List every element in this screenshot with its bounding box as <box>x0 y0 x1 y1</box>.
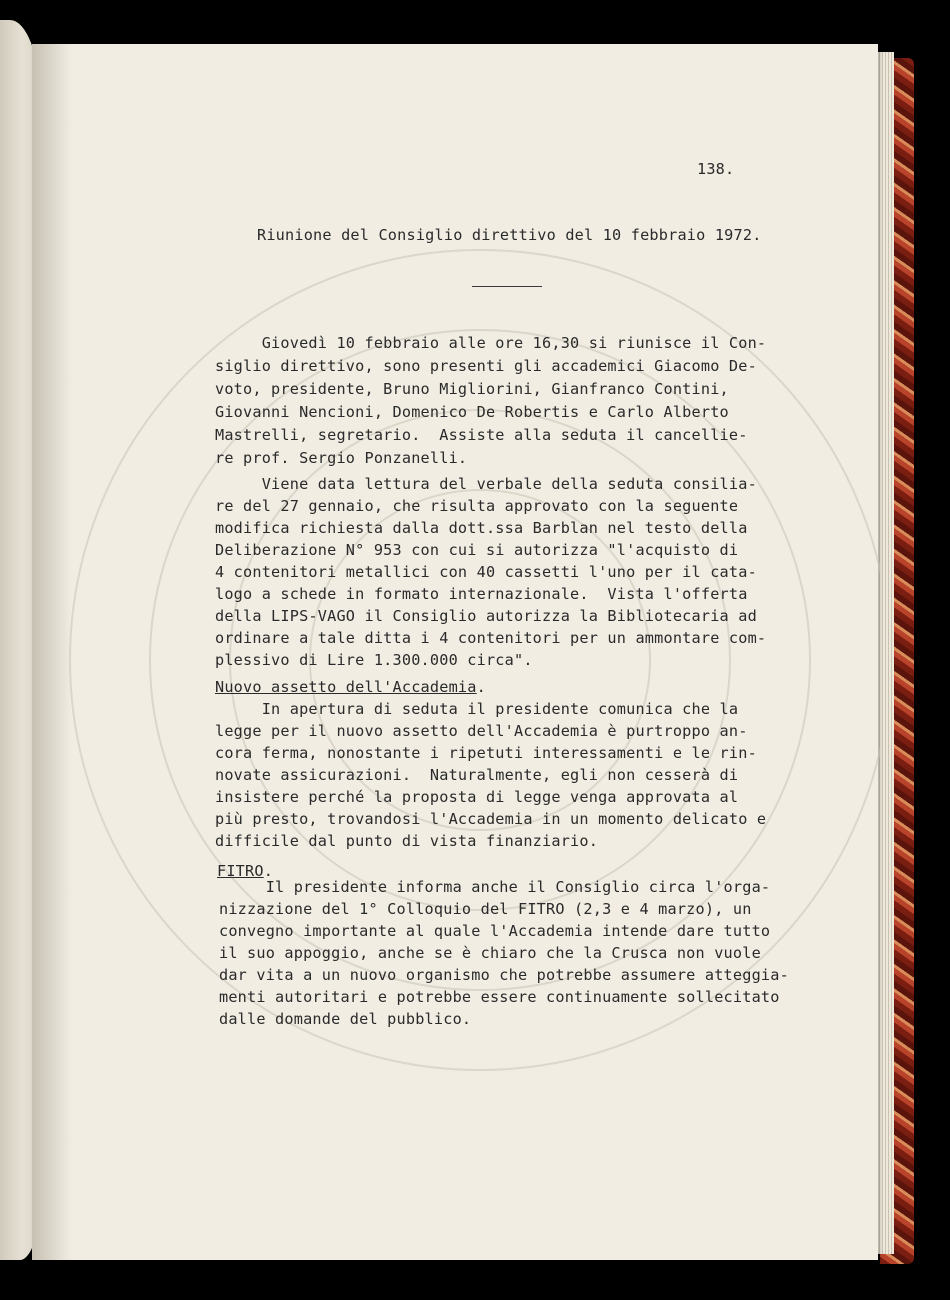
section-heading-period: . <box>263 862 274 880</box>
text-line: il suo appoggio, anche se è chiaro che la Crusca non vuole <box>219 944 761 962</box>
paragraph-assetto <box>215 700 767 862</box>
text-line: Il presidente informa anche il Consiglio circa l'orga- <box>219 878 771 896</box>
text-line: dalle domande del pubblico. <box>219 1010 472 1028</box>
text-line: più presto, trovandosi l'Accademia in un momento delicato e <box>215 810 767 828</box>
text-line: novate assicurazioni. Naturalmente, egli non cesserà di <box>215 766 739 784</box>
text-line: Giovedì 10 febbraio alle ore 16,30 si riunisce il Con- <box>215 334 767 352</box>
text-line: insistere perché la proposta di legge venga approvata al <box>215 788 739 806</box>
text-line: re del 27 gennaio, che risulta approvato con la seguente <box>215 497 739 515</box>
text-line: ordinare a tale ditta i 4 contenitori per un ammontare com- <box>215 629 767 647</box>
text-line: difficile dal punto di vista finanziario. <box>215 832 599 850</box>
text-line: logo a schede in formato internazionale. Vista l'offerta <box>215 585 748 603</box>
section-heading-text: Nuovo assetto dell'Accademia <box>215 678 477 696</box>
text-line: plessivo di Lire 1.300.000 circa". <box>215 651 533 669</box>
text-line: convegno importante al quale l'Accademia intende dare tutto <box>219 922 771 940</box>
text-line: dar vita a un nuovo organismo che potrebbe assumere atteggia- <box>219 966 789 984</box>
document-title: Riunione del Consiglio direttivo del 10 febbraio 1972. <box>257 226 762 244</box>
spine-shadow <box>32 44 72 1260</box>
page-number: 138. <box>697 160 735 178</box>
text-line: modifica richiesta dalla dott.ssa Barblan nel testo della <box>215 519 748 537</box>
section-heading-period: . <box>476 678 486 696</box>
text-line: nizzazione del 1° Colloquio del FITRO (2,3 e 4 marzo), un <box>219 900 752 918</box>
text-line: Mastrelli, segretario. Assiste alla seduta il cancellie- <box>215 426 748 444</box>
title-divider <box>472 286 542 287</box>
text-line: voto, presidente, Bruno Migliorini, Gianfranco Contini, <box>215 380 729 398</box>
text-line: Viene data lettura del verbale della seduta consilia- <box>215 475 757 493</box>
section-heading-text: FITRO <box>217 862 264 880</box>
text-line: In apertura di seduta il presidente comunica che la <box>215 700 739 718</box>
text-line: cora ferma, nonostante i ripetuti interessamenti e le rin- <box>215 744 757 762</box>
text-line: siglio direttivo, sono presenti gli accademici Giacomo De- <box>215 357 757 375</box>
text-line: menti autoritari e potrebbe essere continuamente sollecitato <box>219 988 780 1006</box>
text-line: Deliberazione N° 953 con cui si autorizza "l'acquisto di <box>215 541 739 559</box>
text-line: 4 contenitori metallici con 40 cassetti l'uno per il cata- <box>215 563 757 581</box>
paragraph-attendance <box>215 334 767 478</box>
text-line: legge per il nuovo assetto dell'Accademia è purtroppo an- <box>215 722 748 740</box>
paragraph-minutes <box>215 475 767 673</box>
text-line: re prof. Sergio Ponzanelli. <box>215 449 468 467</box>
paragraph-fitro <box>219 878 789 1040</box>
section-heading-assetto <box>215 678 486 696</box>
text-line: della LIPS-VAGO il Consiglio autorizza la Bibliotecaria ad <box>215 607 757 625</box>
text-line: Giovanni Nencioni, Domenico De Robertis e Carlo Alberto <box>215 403 729 421</box>
